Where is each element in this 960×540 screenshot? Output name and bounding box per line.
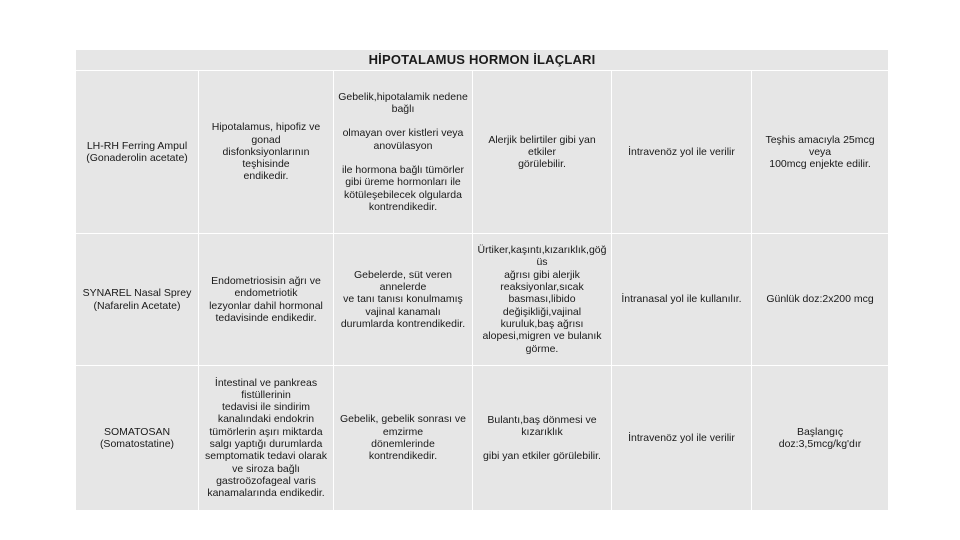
title-row bbox=[76, 50, 889, 71]
drug-name-cell: SOMATOSAN (Somatostatine) bbox=[76, 366, 199, 511]
table-row bbox=[76, 234, 889, 366]
side-effects-cell: Bulantı,baş dönmesi ve kızarıklık gibi yan etkiler görülebilir. bbox=[473, 366, 612, 511]
indication-cell: İntestinal ve pankreas fistüllerinin tedavisi ile sindirim kanalındaki endokrin tümörlerin aşırı miktarda salgı yaptığı durumlarda semptomatik tedavi olarak ve siroza bağlı gastroözofageal varis kanamalarında endikedir. bbox=[199, 366, 334, 511]
route-cell: İntravenöz yol ile verilir bbox=[612, 71, 752, 234]
dose-cell: Teşhis amacıyla 25mcg veya 100mcg enjekte edilir. bbox=[752, 71, 889, 234]
route-cell: İntranasal yol ile kullanılır. bbox=[612, 234, 752, 366]
dose-cell: Başlangıç doz:3,5mcg/kg'dır bbox=[752, 366, 889, 511]
hormone-drugs-table bbox=[75, 49, 889, 511]
contraindication-cell: Gebelik,hipotalamik nedene bağlı olmayan over kistleri veya anovülasyon ile hormona bağlı tümörler gibi üreme hormonları ile kötüleşebilecek olgularda kontrendikedir. bbox=[334, 71, 473, 234]
table-row bbox=[76, 366, 889, 511]
contraindication-cell: Gebelik, gebelik sonrası ve emzirme dönemlerinde kontrendikedir. bbox=[334, 366, 473, 511]
indication-cell: Endometriosisin ağrı ve endometriotik lezyonlar dahil hormonal tedavisinde endikedir. bbox=[199, 234, 334, 366]
drug-name-cell: LH-RH Ferring Ampul (Gonaderolin acetate) bbox=[76, 71, 199, 234]
indication-cell: Hipotalamus, hipofiz ve gonad disfonksiyonlarının teşhisinde endikedir. bbox=[199, 71, 334, 234]
drug-name-cell: SYNAREL Nasal Sprey (Nafarelin Acetate) bbox=[76, 234, 199, 366]
side-effects-cell: Alerjik belirtiler gibi yan etkiler görülebilir. bbox=[473, 71, 612, 234]
contraindication-cell: Gebelerde, süt veren annelerde ve tanı tanısı konulmamış vajinal kanamalı durumlarda kontrendikedir. bbox=[334, 234, 473, 366]
table-title: HİPOTALAMUS HORMON İLAÇLARI bbox=[76, 50, 889, 71]
dose-cell: Günlük doz:2x200 mcg bbox=[752, 234, 889, 366]
table-row bbox=[76, 71, 889, 234]
side-effects-cell: Ürtiker,kaşıntı,kızarıklık,göğ üs ağrısı gibi alerjik reaksiyonlar,sıcak basması,libido değişikliği,vajinal kuruluk,baş ağrısı alopesi,migren ve bulanık görme. bbox=[473, 234, 612, 366]
route-cell: İntravenöz yol ile verilir bbox=[612, 366, 752, 511]
